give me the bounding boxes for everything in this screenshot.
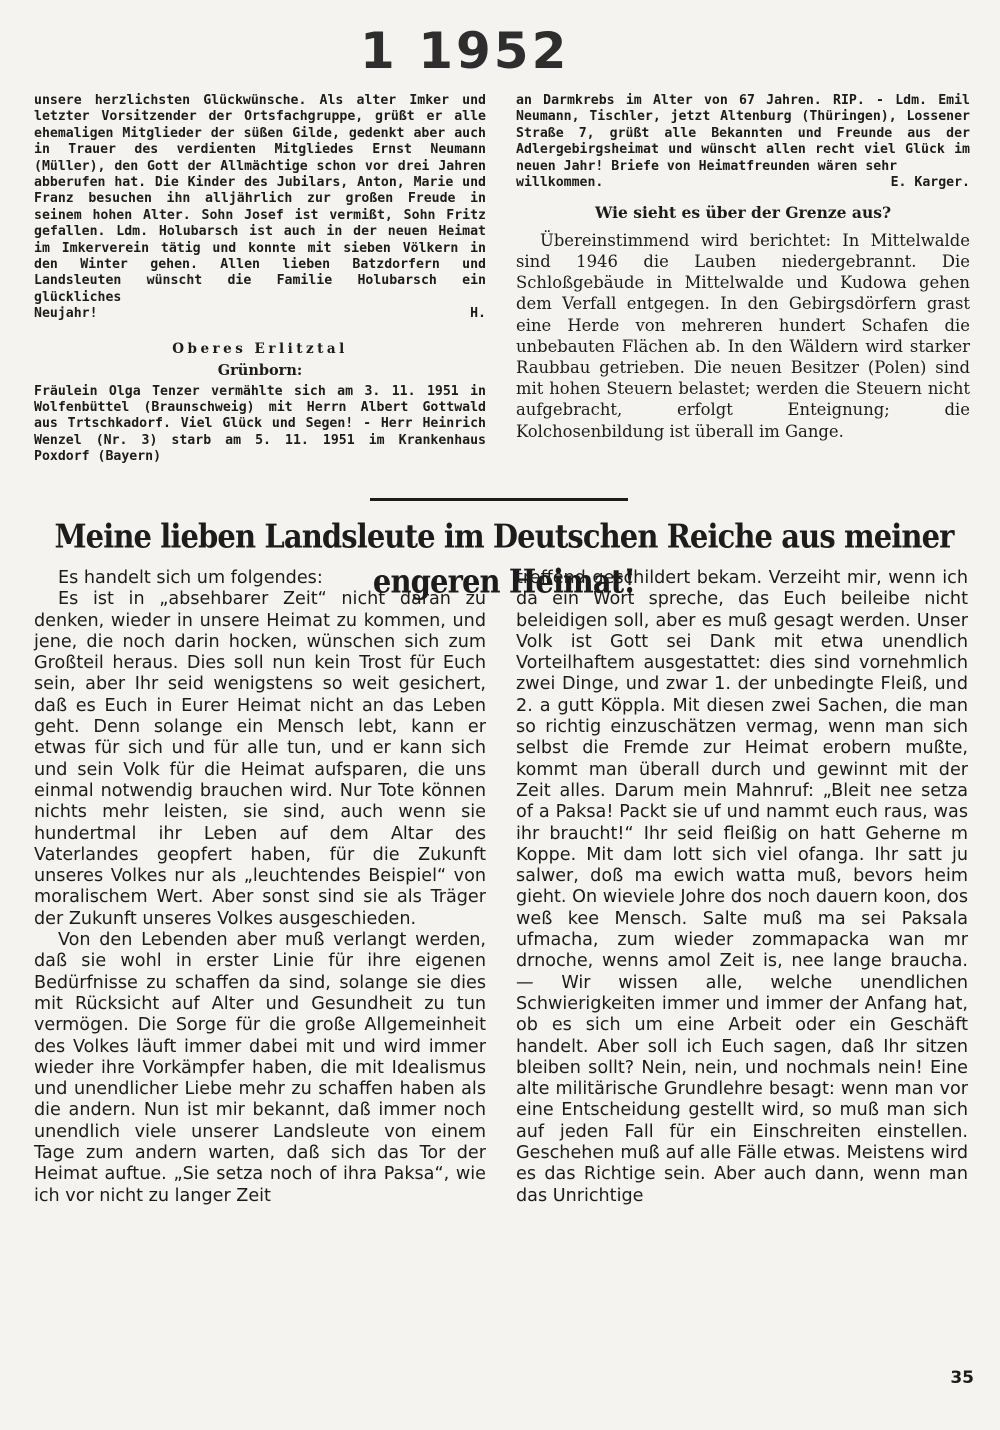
page-number: 35: [950, 1368, 974, 1388]
section-title-erlitztal: Oberes Erlitztal: [172, 340, 348, 357]
obituary-signature-line: [516, 175, 970, 191]
article-paragraph: Von den Lebenden aber muß verlangt werden, daß sie wohl in erster Linie für ihre eigenen Bedürfnisse zu schaffen da sind, solange sie dies mit Rücksicht auf Alter und Gesundheit zu tun vermögen. Die Sorge für die große Allgemeinheit des Volkes läuft immer dabei mit und wird immer wieder ihre Vorkämpfer haben, die mit Idealismus und unendlicher Liebe mehr zu schaffen haben als die andern. Nun ist mir bekannt, daß immer noch unendlich viele unserer Landsleute von einem Tage zum andern warten, daß sich das Tor der Heimat auftue. „Sie setza noch of ihra Paksa“, wie ich vor nicht zu langer Zeit: [34, 930, 486, 1206]
section-divider: [370, 498, 628, 501]
year-stamp: 1 1952: [360, 22, 570, 80]
jubilee-signature: H.: [470, 306, 486, 322]
border-article-text: Übereinstimmend wird berichtet: In Mittelwalde sind 1946 die Lauben niedergebrannt. Die Schloßgebäude in Mittelwalde und Kudowa gehen dem Verfall entgegen. In den Gebirgsdörfern grast eine Herde von mehreren hundert Schafen die unbebauten Flächen ab. In den Wäldern wird starker Raubbau getrieben. Die neuen Besitzer (Polen) sind mit hohen Steuern belastet; werden die Steuern nicht aufgebracht, erfolgt Enteignung; die Kolchosenbildung ist überall im Gange.: [516, 230, 970, 441]
article-headline: Meine lieben Landsleute im Deutschen Reiche aus meiner engeren Heimat!: [54, 517, 954, 601]
article-left-column: [34, 568, 486, 1207]
jubilee-greeting-text: unsere herzlichsten Glückwünsche. Als alter Imker und letzter Vorsitzender der Ortsfachgruppe, grüßt er alle ehemaligen Mitglieder der süßen Gilde, gedenkt aber auch in Trauer des verdienten Mitgliedes Ernst Neumann (Müller), den Gott der Allmächtige schon vor drei Jahren abberufen hat. Die Kinder des Jubilars, Anton, Marie und Franz besuchen ihn alljährlich zur großen Freude in seinem hohen Alter. Sohn Josef ist vermißt, Sohn Fritz gefallen. Ldm. Holubarsch ist auch in der neuen Heimat im Imkerverein tätig und konnte mit sieben Völkern in den Winter gehen. Allen lieben Batzdorfern und Landsleuten wünscht die Familie Holubarsch ein glückliches: [34, 93, 486, 305]
jubilee-closing-word: Neujahr!: [34, 306, 98, 322]
place-title-gruenborn: Grünborn:: [217, 362, 303, 380]
border-article-title: Wie sieht es über der Grenze aus?: [594, 203, 892, 223]
obituary-signature: E. Karger.: [890, 175, 970, 191]
article-paragraph: treffend geschildert bekam. Verzeiht mir, wenn ich da ein Wort spreche, das Euch beileibe nicht beleidigen soll, aber es muß gesagt werden. Unser Volk ist Gott sei Dank mit etwa unendlich Vorteilhaftem ausgestattet: dies sind vornehmlich zwei Dinge, und zwar 1. der unbedingte Fleiß, und 2. a gutt Köppla. Mit diesen zwei Sachen, die man so richtig einzuschätzen vermag, wenn man sich selbst die Fremde zur Heimat erobern mußte, kommt man überall durch und gewinnt mit der Zeit alles. Darum mein Mahnruf: „Bleit nee setza of a Paksa! Packt sie uf und nammt euch raus, was ihr braucht!“ Ihr seid fleißig on hatt Geherne m Koppe. Mit dam lott sich viel ofanga. Ihr satt ju salwer, doß ma ewich watta muß, bevors heim gieht. On wieviele Johre dos noch dauern koon, dos weß kee Mensch. Salte muß ma sei Paksala ufmacha, zum wieder zommapacka wan mr drnoche, wenns amol Zeit is, nee lange braucha. — Wir wissen alle, welche unendlichen Schwierigkeiten immer und immer der Anfang hat, ob es sich um eine Arbeit oder ein Geschäft handelt. Aber soll ich Euch sagen, daß Ihr sitzen bleiben sollt? Nein, nein, und nochmals nein! Eine alte militärische Grundlehre besagt: wenn man vor eine Entscheidung gestellt wird, so muß man sich auf jeden Fall für ein Einschreiten einstellen. Geschehen muß auf alle Fälle etwas. Meistens wird es das Richtige sein. Aber auch dann, wenn man das Unrichtige: [516, 568, 968, 1206]
top-left-column: [34, 93, 486, 466]
jubilee-signature-line: [34, 306, 486, 322]
obituary-closing-word: willkommen.: [516, 175, 604, 191]
article-right-column: [516, 568, 968, 1207]
obituary-text: an Darmkrebs im Alter von 67 Jahren. RIP. - Ldm. Emil Neumann, Tischler, jetzt Altenburg (Thüringen), Lossener Straße 7, grüßt alle Bekannten und Freunde aus der Adlergebirgsheimat und wünscht allen recht viel Glück im neuen Jahr! Briefe von Heimatfreunden wären sehr: [516, 93, 970, 174]
article-paragraph: Es handelt sich um folgendes:: [58, 568, 323, 588]
article-paragraph: Es ist in „absehbarer Zeit“ nicht daran zu denken, wieder in unsere Heimat zu kommen, und jene, die noch darin hocken, wünschen sich zum Großteil heraus. Dies soll nun kein Trost für Euch sein, aber Ihr seid wenigstens so weit gesichert, daß es Euch in Eurer Heimat nicht an das Leben geht. Denn solange ein Mensch lebt, kann er etwas für sich und für alle tun, und er kann sich und sein Volk für die Heimat aufsparen, die uns einmal notwendig brauchen wird. Nur Tote können nichts mehr leisten, sie sind, auch wenn sie hundertmal ihr Leben auf dem Altar des Vaterlandes geopfert haben, für die Zukunft unseres Volkes nur als „leuchtendes Beispiel“ von moralischem Wert. Aber sonst sind sie als Träger der Zukunft unseres Volkes ausgeschieden.: [34, 589, 486, 929]
top-right-column: [516, 93, 970, 442]
gruenborn-news-text: Fräulein Olga Tenzer vermählte sich am 3. 11. 1951 in Wolfenbüttel (Braunschweig) mit Herrn Albert Gottwald aus Trtschkadorf. Viel Glück und Segen! - Herr Heinrich Wenzel (Nr. 3) starb am 5. 11. 1951 im Krankenhaus Poxdorf (Bayern): [34, 383, 486, 465]
